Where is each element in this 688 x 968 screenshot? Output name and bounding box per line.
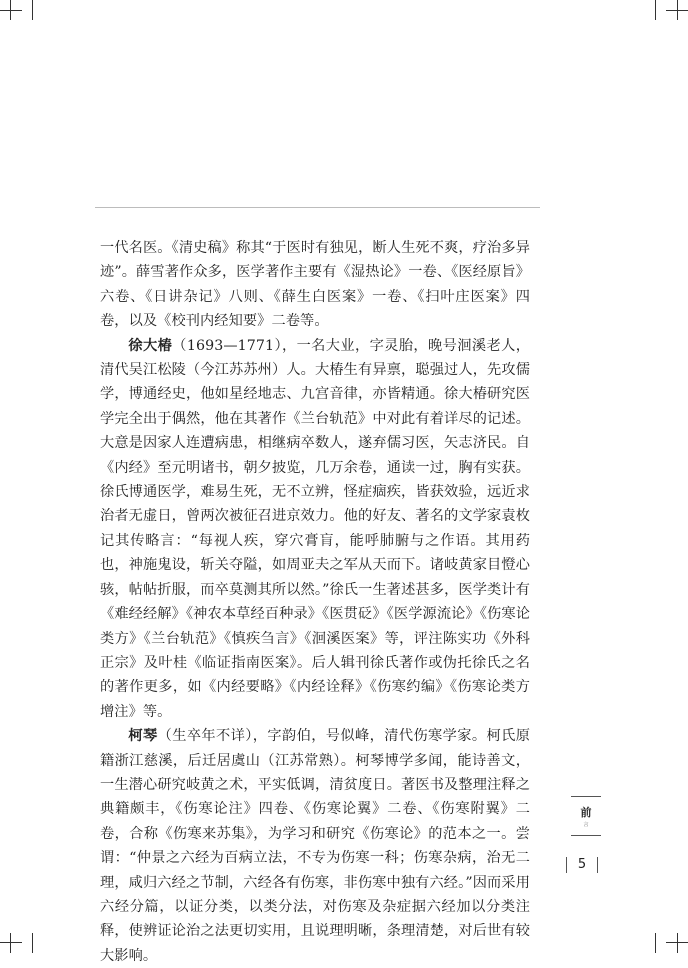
crop-mark-top-right-v [655,0,656,20]
person-name: 徐大椿 [128,337,173,354]
crop-mark-top-left-v2 [10,0,11,20]
crop-mark-top-left-v [32,0,33,20]
paragraph-text: 一代名医。《清史稿》称其“于医时有独见，断人生死不爽，疗治多异迹”。薛雪著作众多，医学著作主要有《湿热论》一卷、《医经原旨》六卷、《日讲杂记》八则、《薛生白医案》一卷、《扫叶庄医案》四卷，以及《校刊内经知要》二卷等。 [100,240,530,330]
paragraph-text: （1693—1771），一名大业，字灵胎，晚号洄溪老人，清代吴江松陵（今江苏苏州）人。大椿生有异禀，聪强过人，先攻儒学，博通经史，他如星经地志、九宫音律，亦皆精通。徐大椿研究医学完全出于偶然，他在其著作《兰台轨范》中对此有着详尽的记述。大意是因家人连遭病患，相继病卒数人，遂弃儒习医，矢志济民。自《内经》至元明诸书，朝夕披览，几万余卷，通读一过，胸有实获。徐氏博通医学，难易生死，无不立辨，怪症痼疾，皆获效验，远近求治者无虚日，曾两次被征召进京效力。他的好友、著名的文学家袁枚记其传略言：“每视人疾，穿穴膏肓，能呼肺腑与之作语。其用药也，神施鬼设，斩关夺隘，如周亚夫之军从天而下。诸岐黄家目憕心骇，帖帖折服，而卒莫测其所以然。”徐氏一生著述甚多，医学类计有《难经经解》《神农本草经百种录》《医贯砭》《医学源流论》《伤寒论类方》《兰台轨范》《慎疾刍言》《洄溪医案》等，评注陈实功《外科正宗》及叶桂《临证指南医案》。后人辑刊徐氏著作或伪托徐氏之名的著作更多，如《内经要略》《内经诠释》《伤寒约编》《伤寒论类方增注》等。 [100,337,530,720]
page-number-box [566,856,598,874]
crop-mark-bottom-left-h [0,942,22,943]
person-name: 柯琴 [128,728,158,745]
crop-mark-bottom-left-v2 [10,933,11,953]
side-tab-rule-bottom [571,835,601,836]
crop-mark-bottom-left-v [32,933,33,953]
crop-mark-bottom-right-v [655,933,656,953]
side-tab-rule-top [571,796,601,797]
paragraph-xu-dachun [100,334,530,725]
body-text [100,236,530,968]
section-side-tab [566,796,606,836]
crop-mark-top-right-v2 [677,0,678,20]
page-number: 5 [577,857,587,872]
side-tab-title: 前 [580,806,592,819]
page-number-rule-right [597,857,598,873]
header-rule [95,207,540,208]
crop-mark-bottom-right-v2 [677,933,678,953]
side-tab-subtitle: 言 [583,822,589,828]
crop-mark-top-left-h [0,10,22,11]
paragraph-xue-xue [100,236,530,334]
paragraph-text: （生卒年不详），字韵伯，号似峰，清代伤寒学家。柯氏原籍浙江慈溪，后迁居虞山（江苏常熟）。柯琴博学多闻，能诗善文，一生潜心研究岐黄之术，平实低调，清贫度日。著医书及整理注释之典籍颇丰，《伤寒论注》四卷、《伤寒论翼》二卷、《伤寒附翼》二卷，合称《伤寒来苏集》，为学习和研究《伤寒论》的范本之一。尝谓：“仲景之六经为百病立法，不专为伤寒一科；伤寒杂病，治无二理，咸归六经之节制，六经各有伤寒，非伤寒中独有六经。”因而采用六经分篇，以证分类，以类分法，对伤寒及杂症据六经加以分类注释，使辨证论治之法更切实用，且说理明晰，条理清楚，对后世有较大影响。 [100,728,530,964]
paragraph-ke-qin [100,724,530,968]
